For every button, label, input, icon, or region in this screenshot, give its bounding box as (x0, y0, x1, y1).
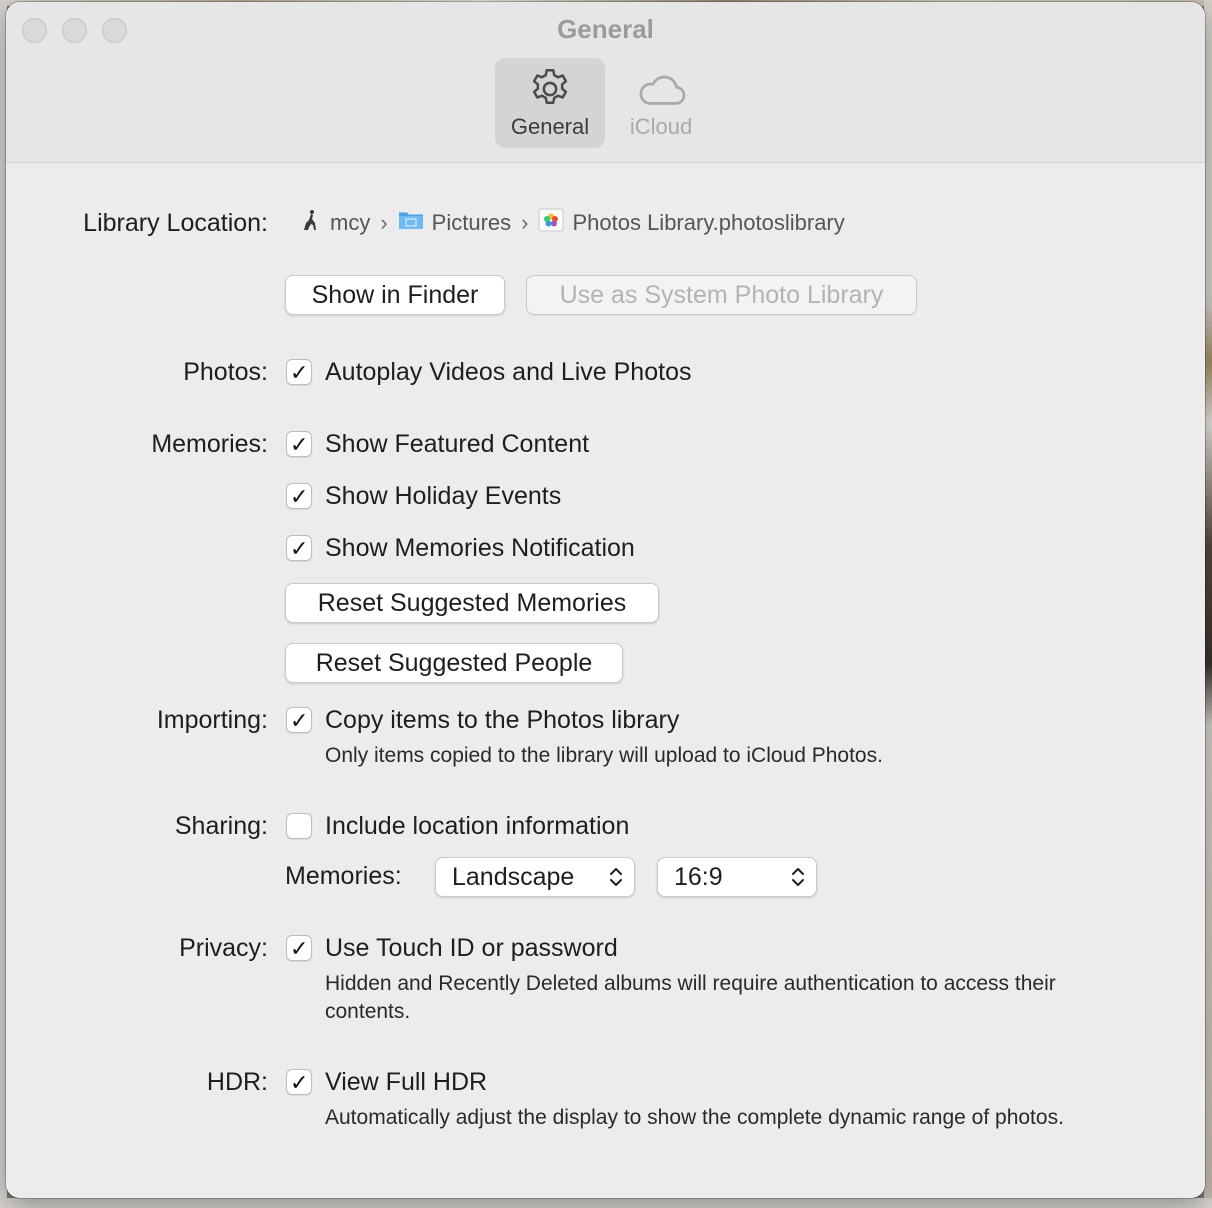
path-item-user: mcy (330, 210, 371, 235)
path-item-pictures: Pictures (431, 210, 512, 235)
memories-notification-label: Show Memories Notification (325, 534, 635, 562)
autoplay-label: Autoplay Videos and Live Photos (325, 358, 692, 386)
reset-suggested-memories-button[interactable]: Reset Suggested Memories (285, 583, 659, 623)
memories-orientation-select[interactable] (435, 857, 635, 897)
titlebar (6, 2, 1205, 163)
gear-icon (527, 66, 573, 112)
touch-id-label: Use Touch ID or password (325, 934, 618, 962)
full-hdr-label: View Full HDR (325, 1068, 488, 1096)
library-path-control[interactable] (298, 207, 845, 241)
background-bottom (0, 1198, 1212, 1208)
library-location-label: Library Location: (83, 209, 268, 237)
user-icon (298, 208, 322, 238)
tab-icloud-label: iCloud (629, 114, 693, 139)
checkmark-icon: ✓ (290, 936, 309, 961)
preferences-window (6, 2, 1205, 1198)
checkmark-icon: ✓ (290, 484, 309, 509)
tab-icloud[interactable] (606, 58, 716, 148)
full-hdr-checkbox[interactable] (286, 1069, 312, 1095)
featured-content-label: Show Featured Content (325, 430, 590, 458)
tab-general-label: General (510, 114, 590, 139)
memories-label: Memories: (151, 430, 268, 458)
general-pane (6, 163, 1205, 1198)
checkmark-icon: ✓ (290, 536, 309, 561)
photos-label: Photos: (183, 358, 268, 386)
holiday-events-label: Show Holiday Events (325, 482, 562, 510)
memories-aspect-select[interactable] (657, 857, 817, 897)
path-item-library: Photos Library.photoslibrary (572, 210, 845, 235)
hdr-label: HDR: (206, 1068, 268, 1096)
privacy-label: Privacy: (179, 934, 268, 962)
checkmark-icon: ✓ (290, 708, 309, 733)
include-location-label: Include location information (325, 812, 630, 840)
updown-arrows-icon (608, 864, 624, 890)
sharing-memories-label: Memories: (285, 862, 402, 890)
checkmark-icon: ✓ (290, 1070, 309, 1095)
aspect-value: 16:9 (674, 863, 723, 891)
sharing-label: Sharing: (174, 812, 268, 840)
cloud-icon (633, 66, 689, 112)
orientation-value: Landscape (452, 863, 575, 891)
tab-general[interactable] (495, 58, 605, 148)
memories-notification-checkbox[interactable] (286, 535, 312, 561)
autoplay-checkbox[interactable] (286, 359, 312, 385)
use-as-system-library-button[interactable]: Use as System Photo Library (526, 275, 917, 315)
chevron-right-icon: › (380, 210, 388, 235)
privacy-note: Hidden and Recently Deleted albums will require authentication to access their contents. (325, 972, 1056, 1023)
chevron-right-icon: › (521, 210, 529, 235)
window-title: General (557, 14, 654, 44)
copy-items-label: Copy items to the Photos library (325, 706, 680, 734)
checkmark-icon: ✓ (290, 360, 309, 385)
folder-icon (398, 209, 424, 237)
featured-content-checkbox[interactable] (286, 431, 312, 457)
copy-items-checkbox[interactable] (286, 707, 312, 733)
photos-library-icon (538, 207, 564, 239)
importing-note: Only items copied to the library will upload to iCloud Photos. (325, 744, 883, 767)
reset-suggested-people-button[interactable]: Reset Suggested People (285, 643, 623, 683)
holiday-events-checkbox[interactable] (286, 483, 312, 509)
include-location-checkbox[interactable] (286, 813, 312, 839)
hdr-note: Automatically adjust the display to show the complete dynamic range of photos. (325, 1106, 1064, 1129)
show-in-finder-button[interactable]: Show in Finder (285, 275, 505, 315)
importing-label: Importing: (156, 706, 268, 734)
touch-id-checkbox[interactable] (286, 935, 312, 961)
updown-arrows-icon (790, 864, 806, 890)
background-photos-right (1204, 0, 1212, 1208)
checkmark-icon: ✓ (290, 432, 309, 457)
